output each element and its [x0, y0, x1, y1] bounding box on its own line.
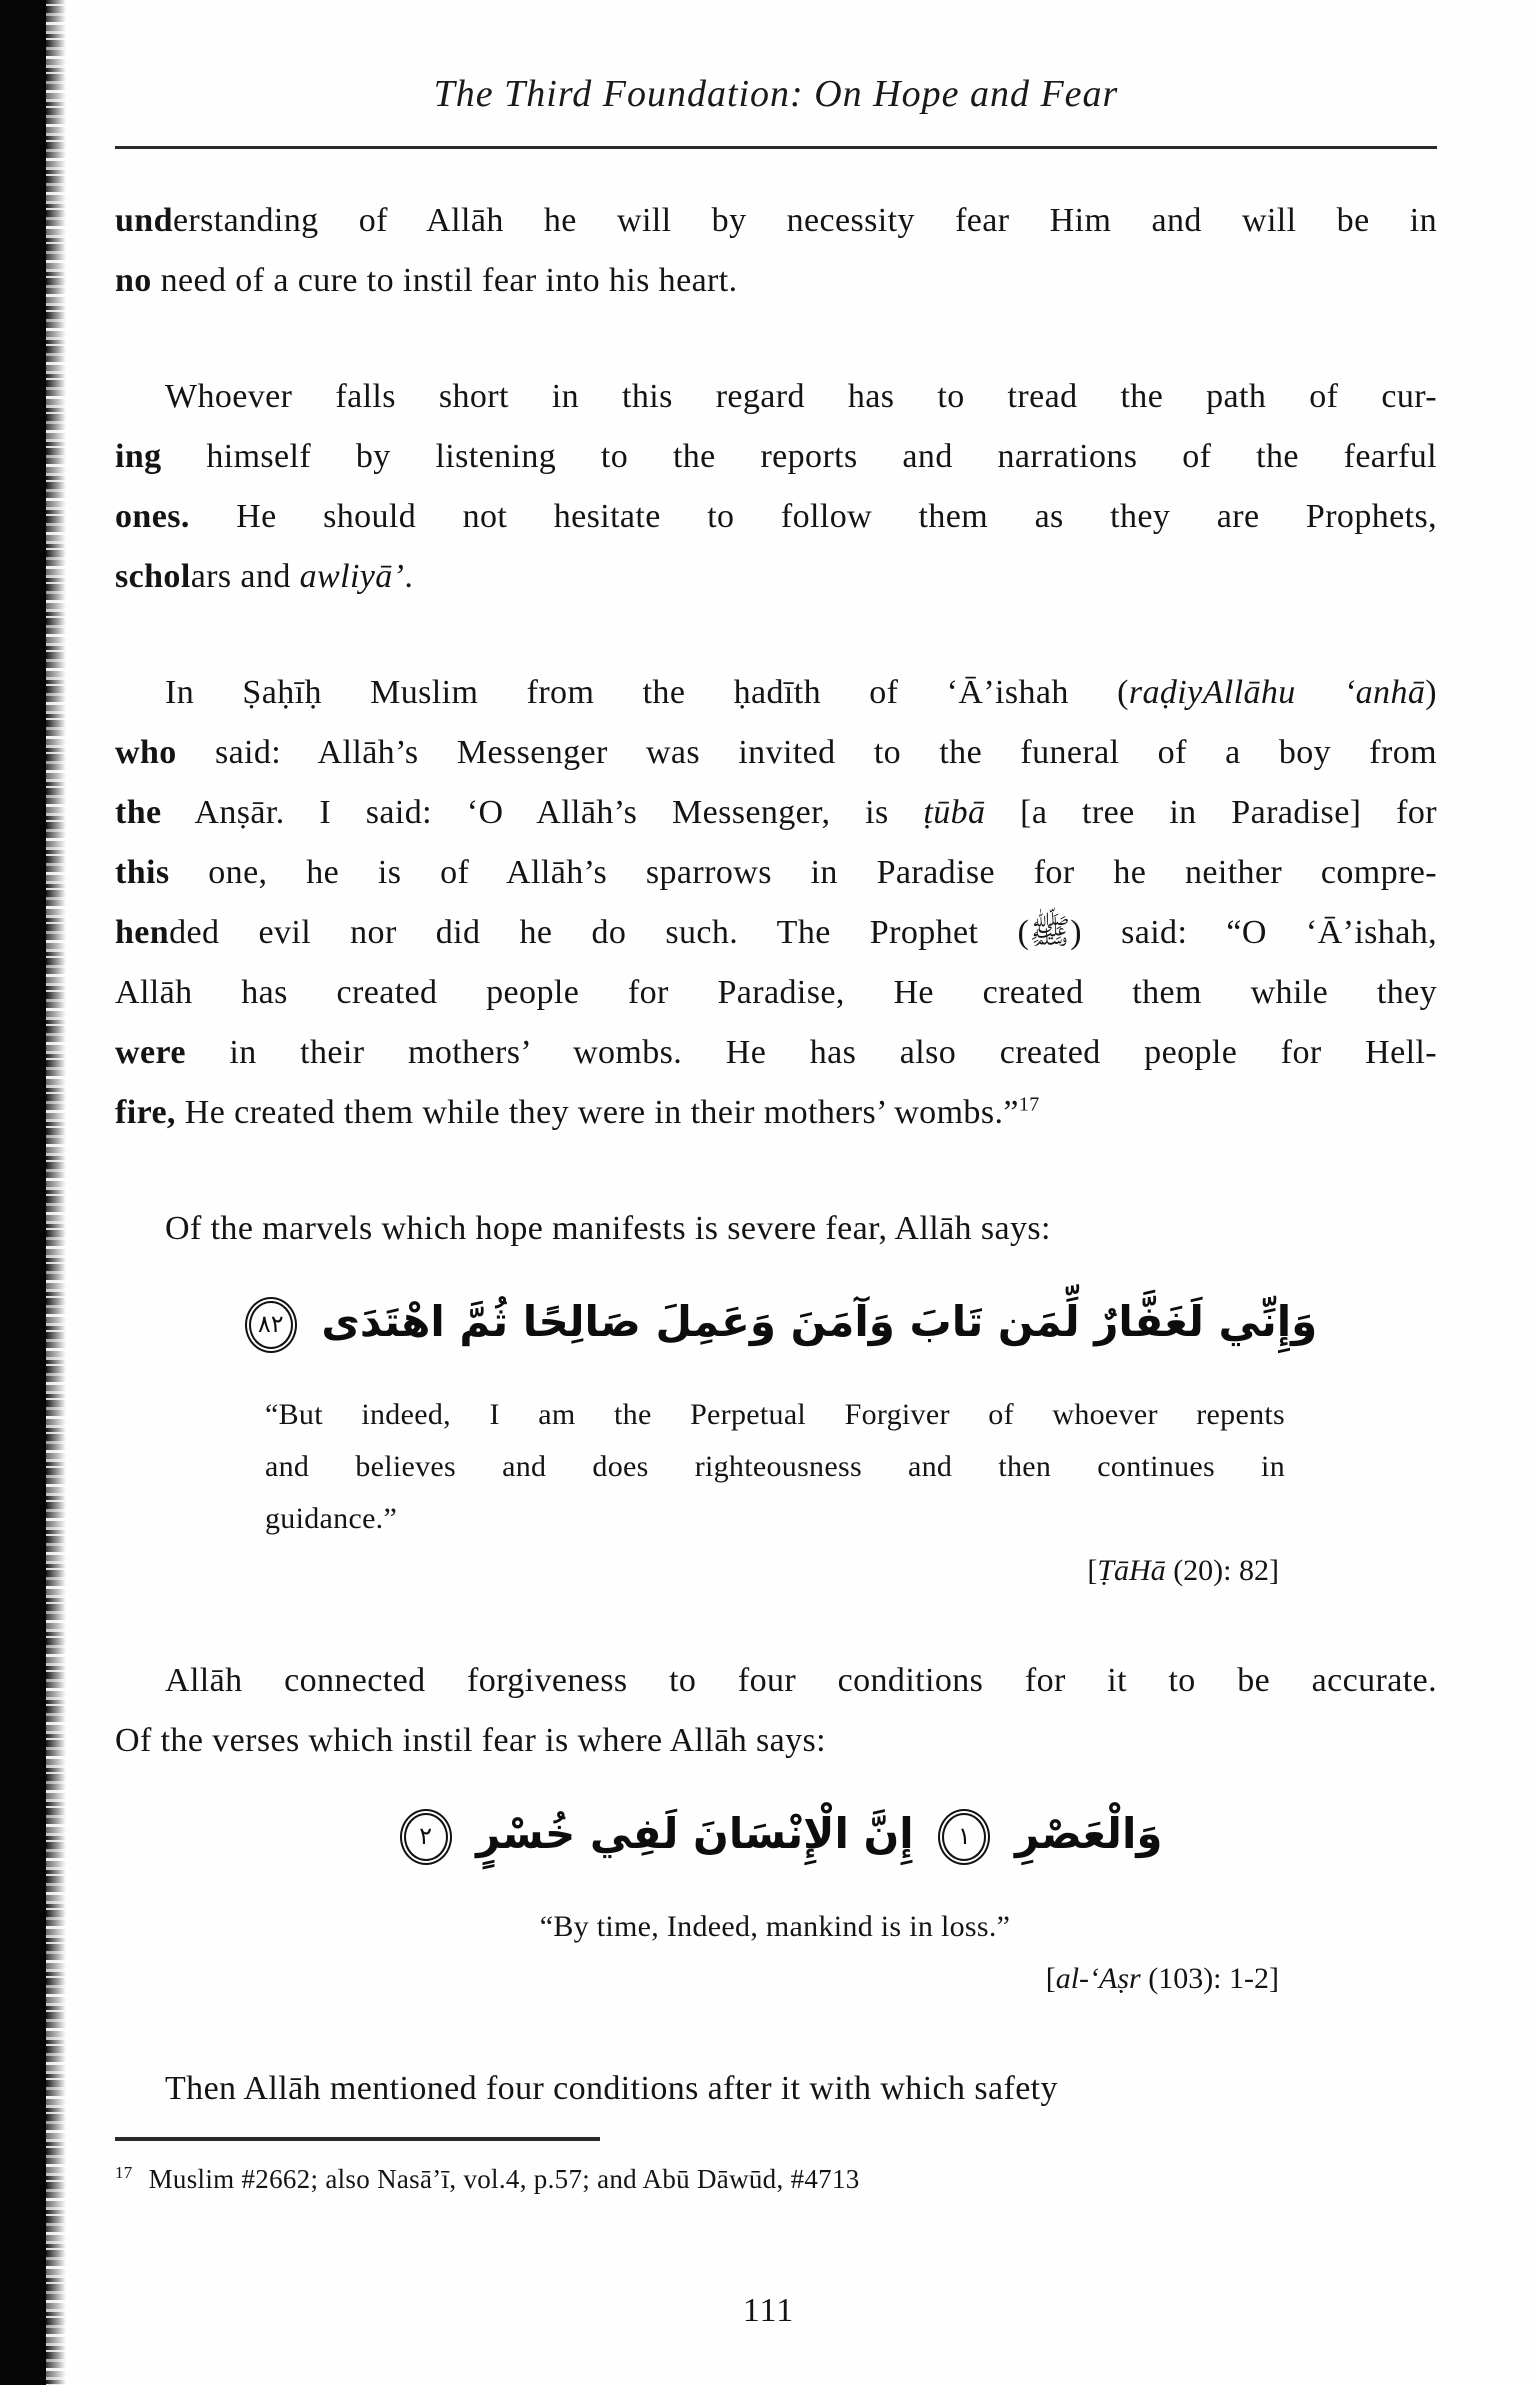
text-line: “By time, Indeed, mankind is in loss.”	[539, 1910, 1011, 1943]
text-line: Of the marvels which hope manifests is severe fear, Allāh says:	[165, 1210, 1051, 1247]
paragraph-4	[115, 1199, 1437, 1259]
verse-citation-1: [ṬāHā (20): 82]	[1087, 1554, 1279, 1587]
paragraph-6	[115, 2059, 1437, 2119]
text-line: Allāh has created people for Paradise, He created them while they	[115, 974, 1437, 1011]
ayah-marker: ٢	[404, 1813, 448, 1861]
header-rule	[115, 146, 1437, 149]
text-line: “But indeed, I am the Perpetual Forgiver of whoever repents	[265, 1398, 1285, 1431]
text-line: fire, He created them while they were in their mothers’ wombs.”$^{17}$	[115, 1093, 1040, 1131]
page-number: 111	[742, 2292, 795, 2329]
text-line: Whoever falls short in this regard has to tread the path of cur-	[165, 378, 1437, 415]
footnote-rule	[115, 2137, 600, 2141]
text-line: Of the verses which instil fear is where Allāh says:	[115, 1722, 827, 1759]
ayah-marker: ٨٢	[249, 1301, 293, 1349]
text-line: this one, he is of Allāh’s sparrows in Paradise for he neither compre-	[115, 854, 1437, 891]
text-line: guidance.”	[265, 1502, 398, 1535]
text-line: ones. He should not hesitate to follow them as they are Prophets,	[115, 498, 1437, 535]
text-line: who said: Allāh’s Messenger was invited to the funeral of a boy from	[115, 734, 1437, 771]
footnote-17	[115, 2153, 1437, 2199]
binding-edge-shadow	[0, 0, 46, 2385]
quran-verse-arabic-1: وَإِنِّي لَغَفَّارٌ لِّمَن تَابَ وَآمَنَ وَعَمِلَ صَالِحًا ثُمَّ اهْتَدَى ٨٢	[115, 1284, 1437, 1359]
verse-citation-2: [al-‘Aṣr (103): 1-2]	[1045, 1962, 1279, 1995]
footnote-text: Muslim #2662; also Nasā’ī, vol.4, p.57; and Abū Dāwūd, #4713	[148, 2164, 860, 2194]
text-line: the Anṣār. I said: ‘O Allāh’s Messenger, is ṭūbā [a tree in Paradise] for	[115, 794, 1437, 831]
verse-translation-2	[265, 1901, 1285, 1953]
text-line: Allāh connected forgiveness to four conditions for it to be accurate.	[165, 1662, 1437, 1699]
text-line: ing himself by listening to the reports and narrations of the fearful	[115, 438, 1437, 475]
text-line: Then Allāh mentioned four conditions after it with which safety	[165, 2070, 1058, 2107]
chapter-header: The Third Foundation: On Hope and Fear	[433, 73, 1119, 115]
text-line: understanding of Allāh he will by necessity fear Him and will be in	[115, 202, 1437, 239]
text-line: hended evil nor did he do such. The Prophet (ﷺ) said: “O ‘Ā’ishah,	[115, 914, 1437, 951]
text-line: scholars and awliyā’.	[115, 558, 414, 595]
paragraph-5	[115, 1651, 1437, 1771]
binding-edge-noise	[44, 0, 66, 2385]
paragraph-1	[115, 191, 1437, 311]
text-line: and believes and does righteousness and then continues in	[265, 1450, 1285, 1483]
verse-translation-1	[265, 1389, 1285, 1545]
paragraph-2	[115, 367, 1437, 607]
footnote-marker: 17	[115, 2163, 133, 2182]
paragraph-3	[115, 663, 1437, 1143]
quran-verse-arabic-2: وَالْعَصْرِ ١ إِنَّ الْإِنْسَانَ لَفِي خُسْرٍ ٢	[115, 1796, 1437, 1871]
ayah-marker: ١	[942, 1813, 986, 1861]
page-content	[115, 0, 1437, 2199]
text-line: were in their mothers’ wombs. He has also created people for Hell-	[115, 1034, 1437, 1071]
text-line: In Ṣaḥīḥ Muslim from the ḥadīth of ‘Ā’ishah (raḍiyAllāhu ‘anhā)	[165, 674, 1437, 711]
text-line: no need of a cure to instil fear into his heart.	[115, 262, 738, 299]
